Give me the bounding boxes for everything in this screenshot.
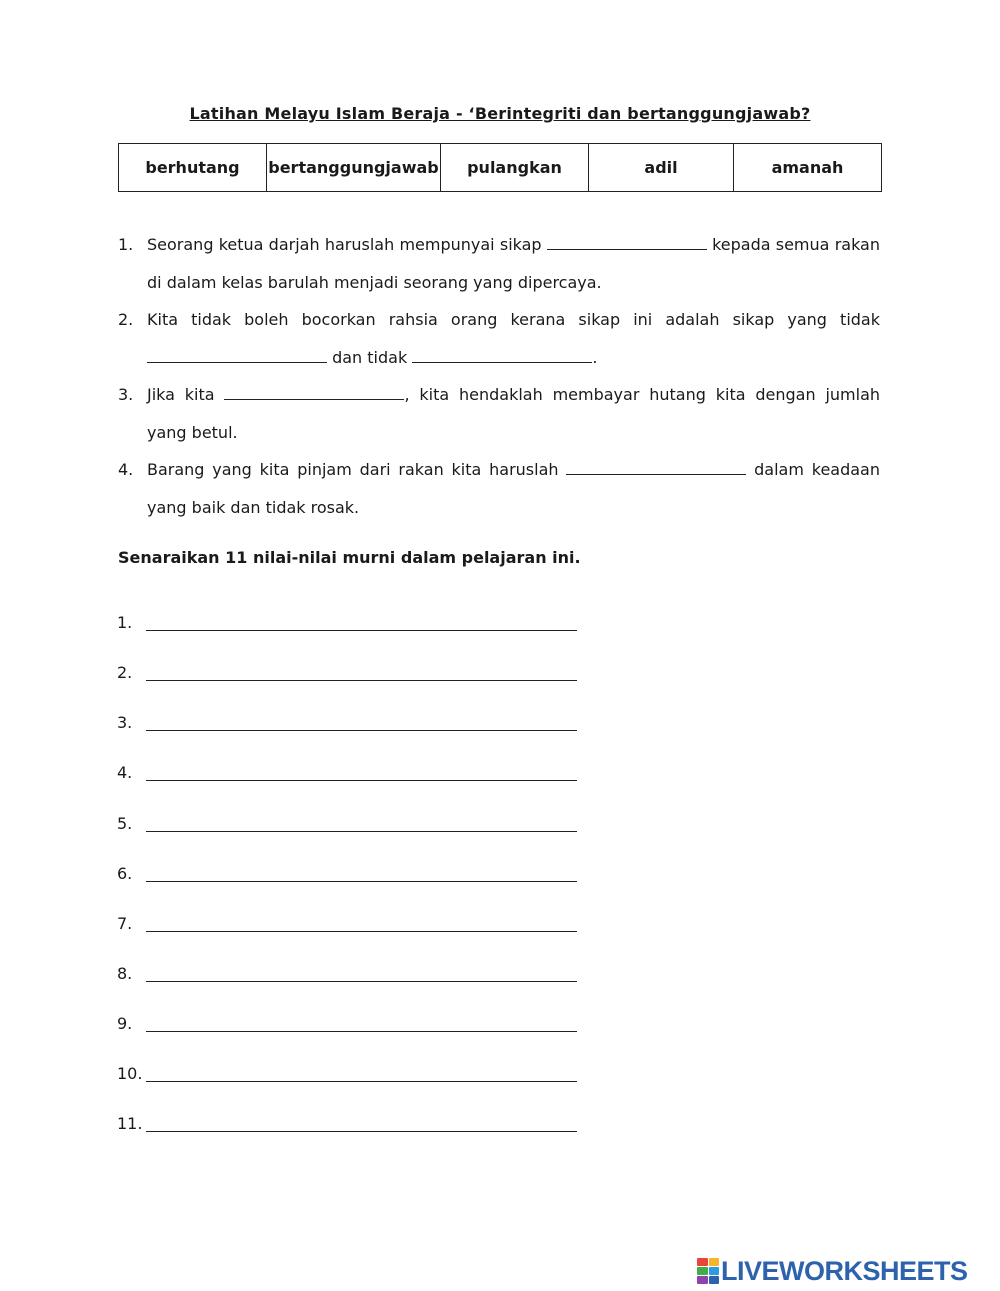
liveworksheets-logo [697,1256,968,1286]
logo-block [697,1267,708,1275]
question-1 [118,226,880,301]
answer-number: 6. [117,864,133,883]
answer-line [117,1109,577,1133]
answer-number: 9. [117,1014,133,1033]
answer-line [117,909,577,933]
answer-blank[interactable] [146,1081,577,1082]
answer-blank[interactable] [146,730,577,731]
question-2 [118,301,880,376]
answer-line [117,658,577,682]
answer-blank[interactable] [146,881,577,882]
answer-blank[interactable] [147,348,327,363]
answer-blank[interactable] [146,780,577,781]
answer-blank[interactable] [224,385,404,400]
question-text: Seorang ketua darjah haruslah mempunyai sikap [147,235,542,254]
answer-line [117,1059,577,1083]
question-text: kepada semua rakan di dalam kelas barulah menjadi seorang yang dipercaya. [147,235,881,292]
answer-number: 4. [117,763,133,782]
answer-number: 3. [117,713,133,732]
answer-number: 1. [117,613,133,632]
answer-blank[interactable] [146,680,577,681]
answer-number: 2. [117,663,133,682]
logo-block [709,1267,720,1275]
answer-blank[interactable] [547,235,707,250]
answer-blank[interactable] [146,931,577,932]
answer-blank[interactable] [566,460,746,475]
answer-blank[interactable] [146,1131,577,1132]
answer-line [117,1009,577,1033]
answer-line [117,959,577,983]
answer-line [117,758,577,782]
answer-line [117,608,577,632]
answer-number: 7. [117,914,133,933]
answer-number: 5. [117,814,133,833]
answer-line [117,859,577,883]
question-3 [118,376,880,451]
answer-blank[interactable] [146,831,577,832]
answer-blank[interactable] [146,630,577,631]
word-bank-item: adil [589,144,734,192]
answer-number: 10. [117,1064,143,1083]
question-text: dan tidak [332,347,408,367]
logo-block [709,1276,720,1284]
question-text: dalam keadaan yang baik dan tidak rosak. [147,460,880,517]
logo-blocks-icon [697,1258,719,1284]
word-bank-item: berhutang [119,144,267,192]
word-bank-table [118,143,882,192]
question-text: , kita hendaklah membayar hutang kita dengan jumlah yang betul. [147,385,881,442]
logo-block [709,1258,720,1266]
word-bank-item: amanah [734,144,882,192]
answer-number: 11. [117,1114,143,1133]
answer-blank[interactable] [146,1031,577,1032]
question-4 [118,451,880,526]
word-bank-item: pulangkan [441,144,589,192]
question-text: Kita tidak boleh bocorkan rahsia orang kerana sikap ini adalah sikap yang tidak [147,310,880,329]
word-bank-item: bertanggungjawab [267,144,441,192]
question-text: Barang yang kita pinjam dari rakan kita haruslah [147,460,559,479]
logo-block [697,1276,708,1284]
answer-blank[interactable] [412,348,592,363]
answer-number: 8. [117,964,133,983]
question-number: 3. [118,385,134,404]
answer-blank[interactable] [146,981,577,982]
section-heading: Senaraikan 11 nilai-nilai murni dalam pelajaran ini. [118,548,581,567]
question-number: 1. [118,235,134,254]
question-text: . [592,347,598,367]
answer-line [117,708,577,732]
answer-line [117,809,577,833]
question-number: 4. [118,460,134,479]
question-number: 2. [118,310,134,329]
worksheet-title: Latihan Melayu Islam Beraja - ‘Berintegriti dan bertanggungjawab? [189,104,811,123]
question-text: Jika kita [147,385,215,404]
logo-block [697,1258,708,1266]
logo-text: LIVEWORKSHEETS [721,1255,968,1286]
